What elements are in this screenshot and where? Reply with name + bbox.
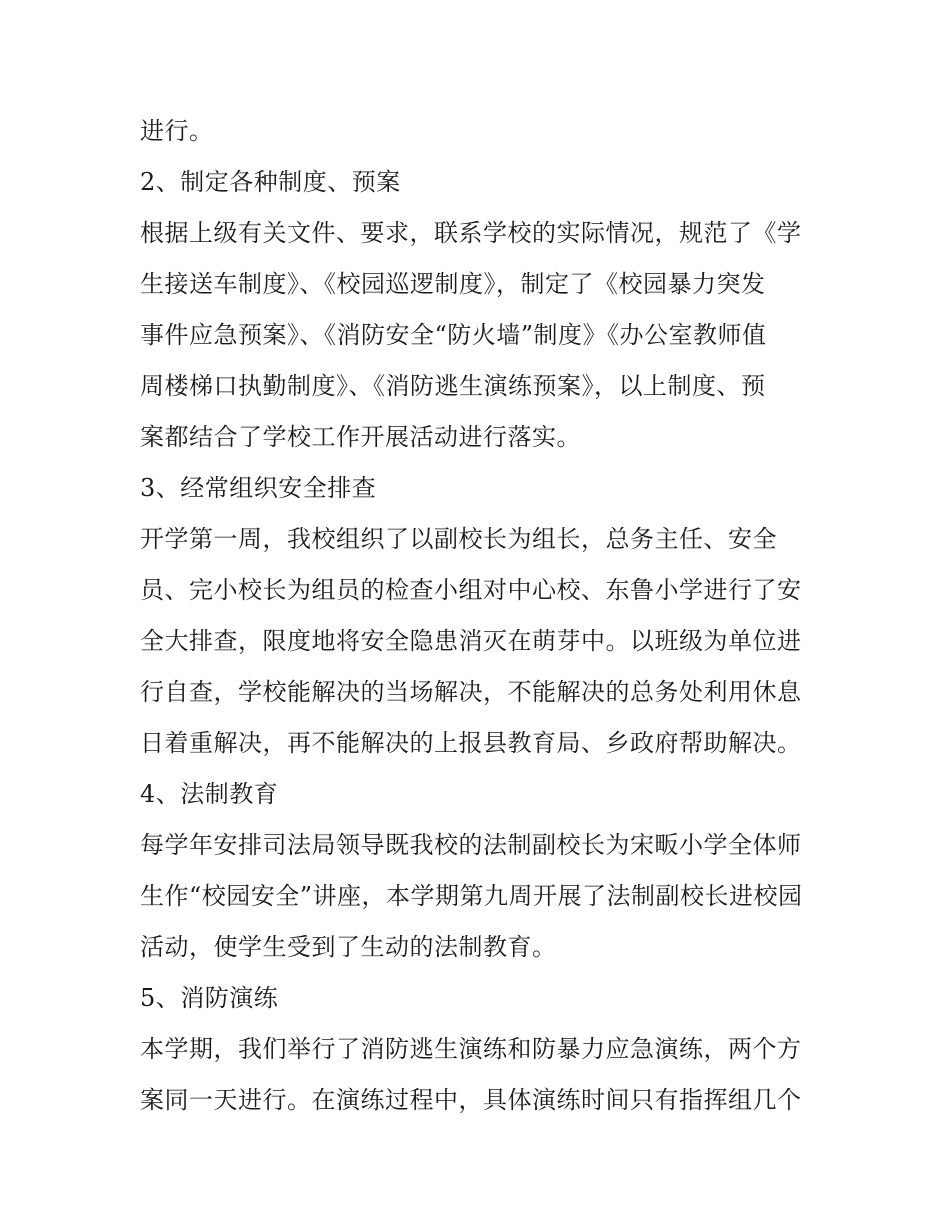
section-heading: 5、消防演练	[140, 984, 279, 1012]
text-line: 开学第一周，我校组织了以副校长为组长，总务主任、安全	[140, 525, 777, 553]
text-line: 活动，使学生受到了生动的法制教育。	[140, 933, 557, 961]
section-heading: 4、法制教育	[140, 780, 279, 808]
document-body	[140, 106, 820, 1126]
text-line: 员、完小校长为组员的检查小组对中心校、东鲁小学进行了安	[140, 576, 802, 604]
text-line: 全大排查，限度地将安全隐患消灭在萌芽中。以班级为单位进	[140, 627, 802, 655]
text-line: 案同一天进行。在演练过程中，具体演练时间只有指挥组几个	[140, 1086, 802, 1114]
text-line: 案都结合了学校工作开展活动进行落实。	[140, 423, 581, 451]
text-line: 本学期，我们举行了消防逃生演练和防暴力应急演练，两个方	[140, 1035, 802, 1063]
text-line: 生作“校园安全”讲座，本学期第九周开展了法制副校长进校园	[140, 882, 803, 910]
text-line: 行自查，学校能解决的当场解决，不能解决的总务处利用休息	[140, 678, 802, 706]
text-line: 每学年安排司法局领导既我校的法制副校长为宋畈小学全体师	[140, 831, 802, 859]
text-line: 进行。	[140, 117, 214, 145]
text-line: 周楼梯口执勤制度》、《消防逃生演练预案》，以上制度、预	[140, 372, 766, 400]
section-heading: 2、制定各种制度、预案	[140, 168, 401, 196]
text-line: 根据上级有关文件、要求，联系学校的实际情况，规范了《学	[140, 219, 802, 247]
section-heading: 3、经常组织安全排查	[140, 474, 377, 502]
text-line: 生接送车制度》、《校园巡逻制度》，制定了《校园暴力突发	[140, 270, 766, 298]
text-line: 事件应急预案》、《消防安全“防火墙”制度》《办公室教师值	[140, 321, 767, 349]
text-line: 日着重解决，再不能解决的上报县教育局、乡政府帮助解决。	[140, 729, 802, 757]
